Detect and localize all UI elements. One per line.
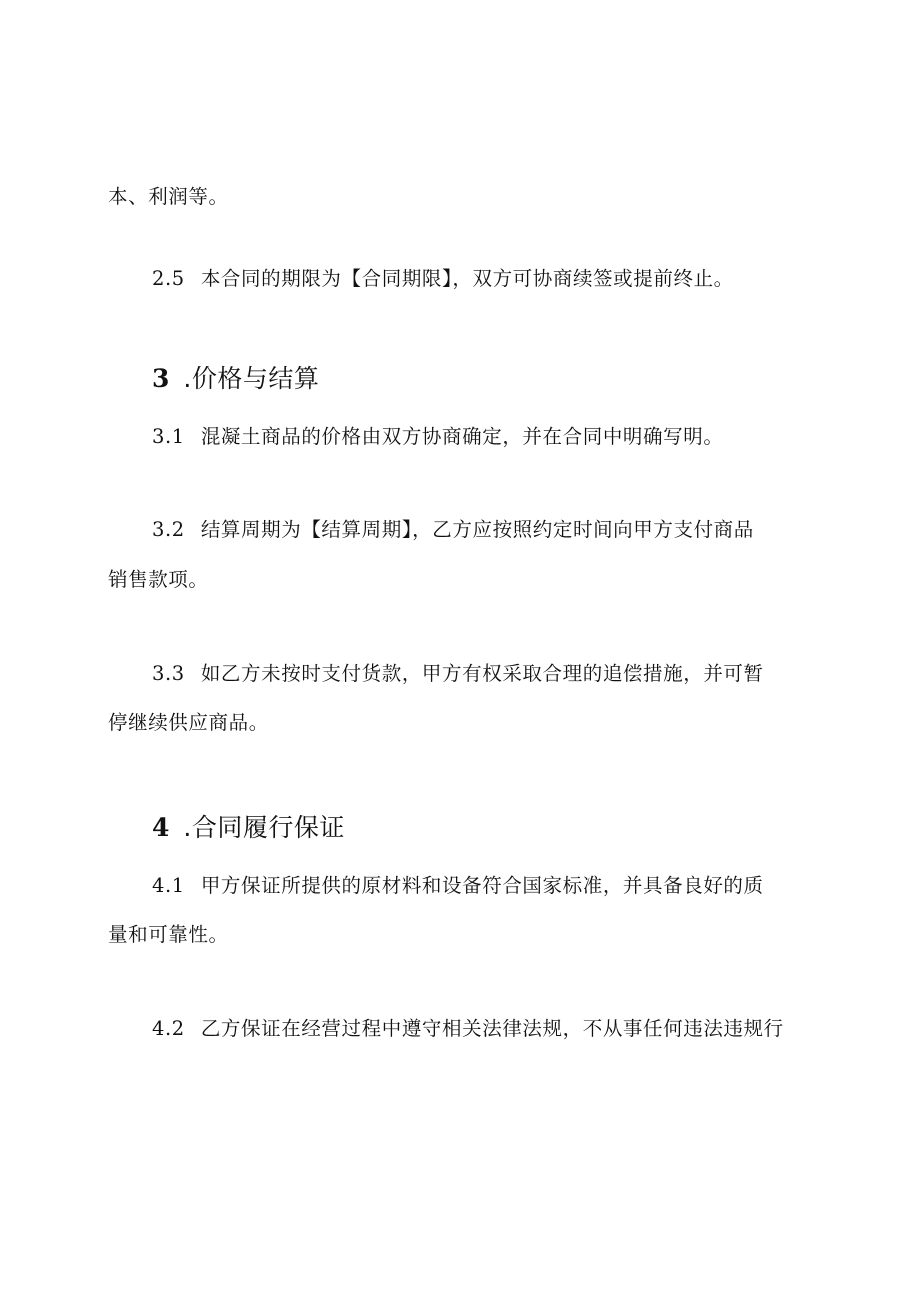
section-title: .价格与结算 bbox=[183, 364, 320, 393]
clause-2-5 bbox=[152, 266, 734, 292]
clause-number: 3.1 bbox=[152, 425, 185, 448]
clause-4-2-line1 bbox=[152, 1016, 784, 1042]
clause-text: 结算周期为【结算周期】，乙方应按照约定时间向甲方支付商品 bbox=[200, 518, 754, 541]
clause-4-1-line1 bbox=[152, 873, 764, 899]
clause-text: 乙方保证在经营过程中遵守相关法律法规，不从事任何违法违规行 bbox=[200, 1017, 784, 1040]
clause-4-1-line2: 量和可靠性。 bbox=[108, 923, 229, 946]
clause-text: 甲方保证所提供的原材料和设备符合国家标准，并具备良好的质 bbox=[200, 874, 764, 897]
section-number: 4 bbox=[152, 813, 170, 842]
clause-number: 4.1 bbox=[152, 874, 185, 897]
clause-3-3-line2: 停继续供应商品。 bbox=[108, 711, 269, 734]
clause-text: 本合同的期限为【合同期限】，双方可协商续签或提前终止。 bbox=[200, 267, 734, 290]
clause-number: 3.3 bbox=[152, 662, 185, 685]
clause-number: 2.5 bbox=[152, 267, 185, 290]
clause-number: 4.2 bbox=[152, 1017, 185, 1040]
clause-3-2-line2: 销售款项。 bbox=[108, 568, 209, 591]
clause-3-3-line1 bbox=[152, 661, 764, 687]
clause-text: 混凝土商品的价格由双方协商确定，并在合同中明确写明。 bbox=[200, 425, 724, 448]
section-3-heading bbox=[152, 363, 319, 395]
continuation-text: 本、利润等。 bbox=[108, 185, 229, 208]
clause-3-1 bbox=[152, 424, 723, 450]
section-4-heading bbox=[152, 812, 345, 844]
clause-text: 如乙方未按时支付货款，甲方有权采取合理的追偿措施，并可暂 bbox=[200, 662, 764, 685]
clause-number: 3.2 bbox=[152, 518, 185, 541]
clause-3-2-line1 bbox=[152, 517, 754, 543]
section-title: .合同履行保证 bbox=[183, 813, 345, 842]
section-number: 3 bbox=[152, 364, 170, 393]
